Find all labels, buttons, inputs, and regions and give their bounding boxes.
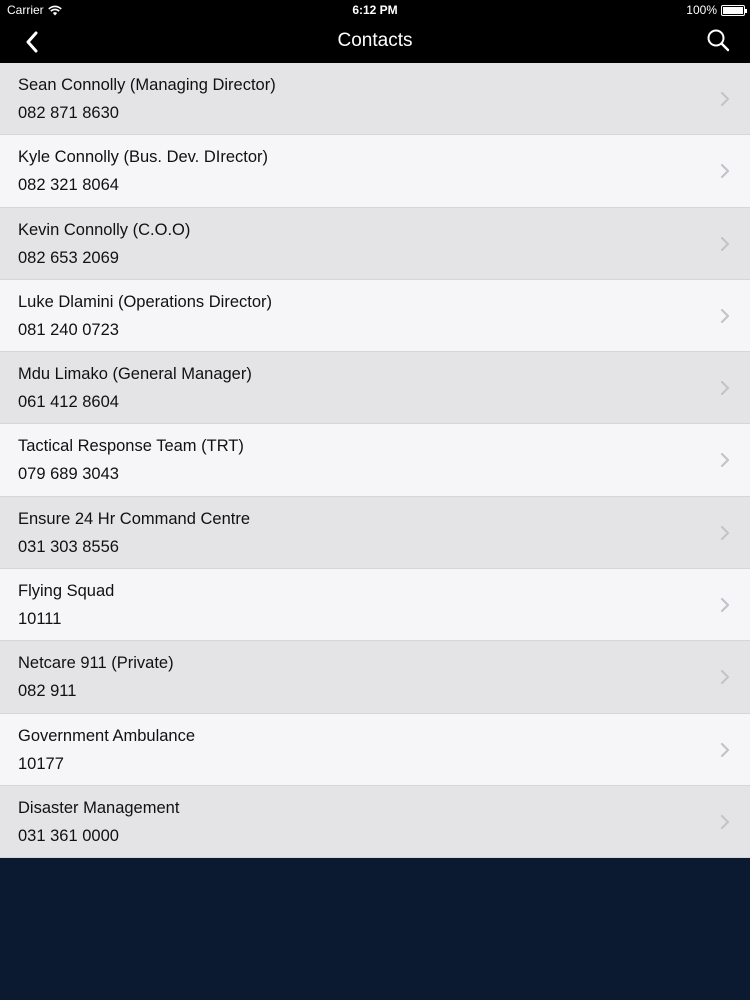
- chevron-right-icon: [720, 380, 730, 396]
- contact-phone: 081 240 0723: [18, 320, 119, 339]
- chevron-right-icon: [720, 742, 730, 758]
- contact-row[interactable]: [0, 424, 750, 496]
- contact-phone: 082 911: [18, 682, 77, 701]
- carrier-label: Carrier: [7, 3, 44, 17]
- contact-name: Kevin Connolly (C.O.O): [18, 220, 191, 239]
- contact-phone: 031 361 0000: [18, 826, 119, 845]
- contact-name: Netcare 911 (Private): [18, 654, 174, 673]
- contact-phone: 10111: [18, 610, 62, 629]
- status-time: 6:12 PM: [352, 3, 398, 17]
- search-button[interactable]: [704, 26, 732, 54]
- contact-phone: 10177: [18, 754, 64, 773]
- battery-indicator: [686, 3, 745, 17]
- battery-percent: 100%: [686, 3, 717, 17]
- contact-phone: 061 412 8604: [18, 393, 119, 412]
- contact-row[interactable]: [0, 714, 750, 786]
- contact-row[interactable]: [0, 569, 750, 641]
- chevron-right-icon: [720, 525, 730, 541]
- contact-row[interactable]: [0, 63, 750, 135]
- contact-phone: 079 689 3043: [18, 465, 119, 484]
- contact-row[interactable]: [0, 208, 750, 280]
- contact-name: Kyle Connolly (Bus. Dev. DIrector): [18, 148, 269, 167]
- battery-fill: [723, 7, 743, 14]
- chevron-right-icon: [720, 91, 730, 107]
- contact-row[interactable]: [0, 497, 750, 569]
- contact-name: Flying Squad: [18, 582, 115, 601]
- contact-name: Luke Dlamini (Operations Director): [18, 292, 273, 311]
- contact-name: Mdu Limako (General Manager): [18, 365, 252, 384]
- chevron-right-icon: [720, 452, 730, 468]
- status-bar: [0, 0, 750, 20]
- contact-phone: 031 303 8556: [18, 537, 119, 556]
- contact-row[interactable]: [0, 352, 750, 424]
- chevron-right-icon: [720, 814, 730, 830]
- chevron-right-icon: [720, 308, 730, 324]
- battery-icon: [721, 5, 745, 16]
- contact-name: Disaster Management: [18, 798, 180, 817]
- page-title: Contacts: [337, 30, 413, 51]
- contact-name: Ensure 24 Hr Command Centre: [18, 509, 251, 528]
- contact-list: [0, 63, 750, 858]
- contact-row[interactable]: [0, 641, 750, 713]
- contact-row[interactable]: [0, 786, 750, 858]
- contact-name: Government Ambulance: [18, 726, 196, 745]
- contact-name: Tactical Response Team (TRT): [18, 437, 244, 456]
- contact-phone: 082 653 2069: [18, 248, 119, 267]
- contact-name: Sean Connolly (Managing Director): [18, 76, 276, 94]
- chevron-right-icon: [720, 669, 730, 685]
- chevron-right-icon: [720, 597, 730, 613]
- nav-bar: [0, 20, 750, 63]
- contact-phone: 082 871 8630: [18, 104, 119, 122]
- contact-phone: 082 321 8064: [18, 176, 119, 195]
- chevron-right-icon: [720, 163, 730, 179]
- search-icon: [706, 28, 730, 52]
- contact-row[interactable]: [0, 280, 750, 352]
- chevron-right-icon: [720, 236, 730, 252]
- contact-row[interactable]: [0, 135, 750, 207]
